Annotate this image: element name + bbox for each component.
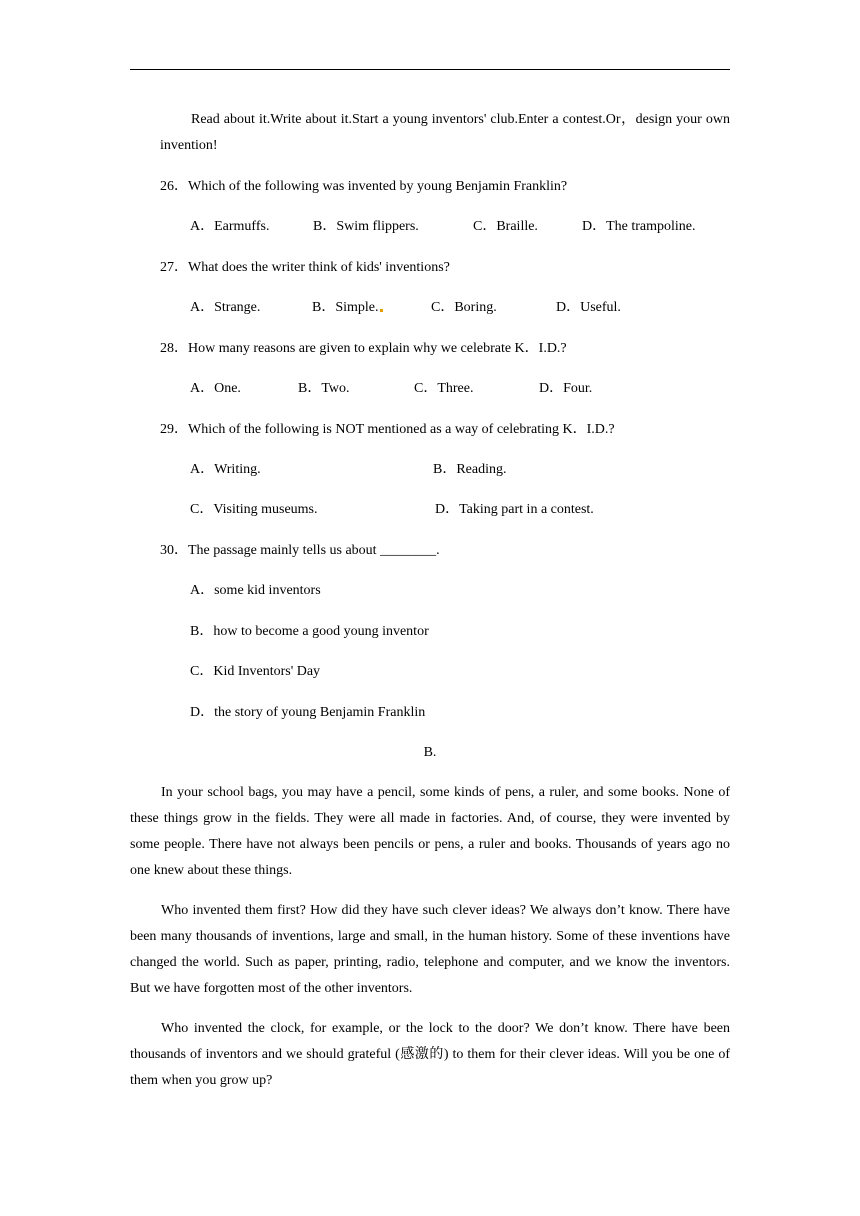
- q29-option-d: D．Taking part in a contest.: [435, 502, 594, 517]
- header-rule: [130, 69, 730, 70]
- q28-option-b: B．Two.: [298, 381, 350, 396]
- highlight-mark: [380, 309, 383, 312]
- section-b-heading: B.: [423, 745, 437, 760]
- q27-option-b-label: B．Simple.: [312, 300, 379, 315]
- question-28: 28．How many reasons are given to explain why we celebrate K．I.D.?: [160, 341, 567, 356]
- question-30: 30．The passage mainly tells us about ________.: [160, 543, 440, 558]
- q30-option-c: C．Kid Inventors' Day: [190, 664, 321, 679]
- q29-option-b: B．Reading.: [433, 462, 507, 477]
- q29-option-a: A．Writing.: [190, 462, 261, 477]
- q28-option-c: C．Three.: [414, 381, 474, 396]
- question-26: 26．Which of the following was invented by young Benjamin Franklin?: [160, 179, 568, 194]
- q26-option-d: D．The trampoline.: [582, 219, 696, 234]
- q28-option-a: A．One.: [190, 381, 241, 396]
- section-b-paragraph-2: Who invented them first? How did they have such clever ideas? We always don’t know. There have been many thousands of inventions, large and small, in the human history. Some of these inventions have changed the world. Such as paper, printing, radio, telephone and computer, and we know the inventors. But we have forgotten most of the other inventors.: [130, 903, 730, 996]
- q28-option-d: D．Four.: [539, 381, 593, 396]
- q30-option-a: A．some kid inventors: [190, 583, 321, 598]
- question-27: 27．What does the writer think of kids' inventions?: [160, 260, 450, 275]
- q27-option-d: D．Useful.: [556, 300, 621, 315]
- q29-option-c: C．Visiting museums.: [190, 502, 318, 517]
- q30-option-d: D．the story of young Benjamin Franklin: [190, 705, 426, 720]
- q27-option-a: A．Strange.: [190, 300, 261, 315]
- q27-option-c: C．Boring.: [431, 300, 497, 315]
- question-29: 29．Which of the following is NOT mentioned as a way of celebrating K．I.D.?: [160, 422, 615, 437]
- section-b-paragraph-3: Who invented the clock, for example, or the lock to the door? We don’t know. There have been thousands of inventors and we should grateful (感激的) to them for their clever ideas. Will you be one of them when you grow up?: [130, 1021, 730, 1088]
- section-b-paragraph-1: In your school bags, you may have a pencil, some kinds of pens, a ruler, and some books. None of these things grow in the fields. They were all made in factories. And, of course, they were invented by some people. There have not always been pencils or pens, a ruler and books. Thousands of years ago no one knew about these things.: [130, 785, 730, 878]
- q26-option-c: C．Braille.: [473, 219, 538, 234]
- q26-option-b: B．Swim flippers.: [313, 219, 419, 234]
- q26-option-a: A．Earmuffs.: [190, 219, 270, 234]
- q27-option-b: [312, 299, 383, 317]
- q30-option-b: B．how to become a good young inventor: [190, 624, 429, 639]
- intro-paragraph: Read about it.Write about it.Start a young inventors' club.Enter a contest.Or，design your own invention!: [160, 112, 730, 153]
